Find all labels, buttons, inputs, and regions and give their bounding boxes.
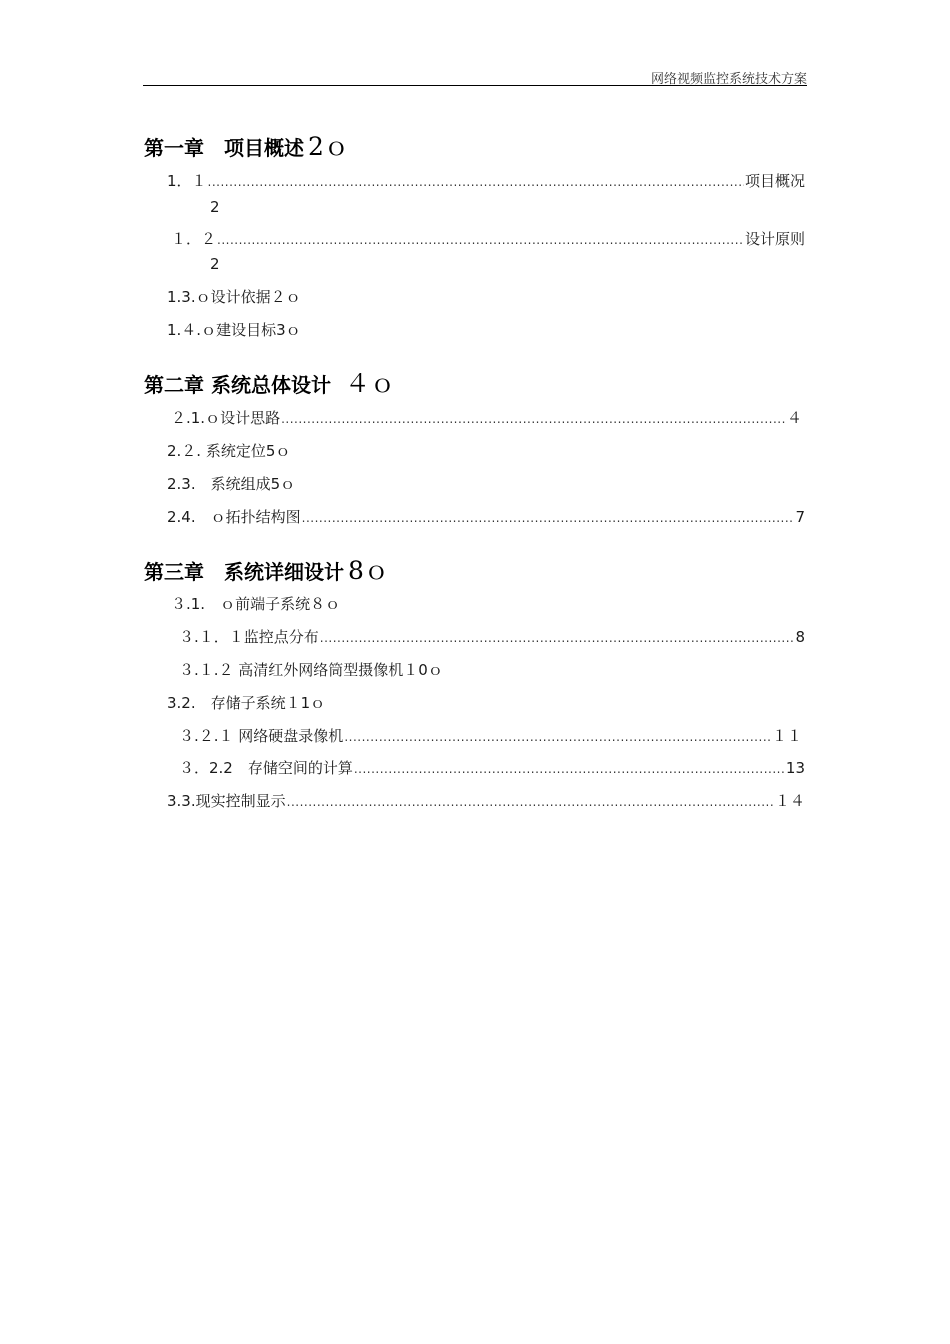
toc-entry-text: 3.3.现实控制显示 <box>167 792 286 810</box>
toc-entry-page: １１ <box>771 727 802 745</box>
toc-entry-3-1-2[interactable]: ３.１.２ 高清红外网络筒型摄像机１0ｏ <box>179 661 443 679</box>
toc-entry-3-3[interactable] <box>167 792 805 811</box>
toc-entry-2-1[interactable] <box>171 409 802 428</box>
toc-entry-3-1[interactable]: ３.1. ｏ前端子系统８ｏ <box>171 595 341 613</box>
chapter-heading-2[interactable] <box>144 364 395 400</box>
toc-entry-text: 2.4. ｏ拓扑结构图 <box>167 508 301 526</box>
dot-leader <box>302 509 795 527</box>
chapter-page-number: 2ｏ <box>308 132 349 161</box>
running-header: 网络视频监控系统技术方案 <box>650 72 807 87</box>
toc-entry-2-4[interactable] <box>167 508 805 527</box>
toc-entry-1-2[interactable] <box>171 230 805 249</box>
toc-entry-text: 设计原则 <box>744 230 805 248</box>
toc-entry-number: 1．１ <box>167 172 207 190</box>
toc-entry-text: ３.２.１ 网络硬盘录像机 <box>179 727 344 745</box>
toc-entry-2-3[interactable]: 2.3. 系统组成5ｏ <box>167 475 296 493</box>
toc-entry-1-3[interactable]: 1.3.ｏ设计依据２ｏ <box>167 288 301 306</box>
chapter-heading-3[interactable] <box>144 551 389 587</box>
toc-entry-1-4[interactable]: 1.４.ｏ建设目标3ｏ <box>167 321 301 339</box>
toc-entry-page: ４ <box>786 409 802 427</box>
toc-entry-page: 8 <box>795 628 805 646</box>
toc-entry-page: １４ <box>774 792 805 810</box>
toc-entry-3-2-1[interactable] <box>179 727 802 746</box>
chapter-title: 第二章 系统总体设计 <box>144 373 331 397</box>
dot-leader <box>344 728 771 746</box>
toc-entry-text: ３．2.2 存储空间的计算 <box>179 759 353 777</box>
toc-entry-text: 项目概况 <box>744 172 805 190</box>
toc-entry-3-2-2[interactable] <box>179 759 805 778</box>
dot-leader <box>287 793 774 811</box>
toc-entry-3-1-1[interactable] <box>179 628 805 647</box>
dot-leader <box>281 410 786 428</box>
chapter-page-number: 8ｏ <box>348 556 389 585</box>
dot-leader <box>354 760 785 778</box>
toc-entry-text: ２.1.ｏ设计思路 <box>171 409 281 427</box>
toc-entry-page: 13 <box>785 759 805 777</box>
header-rule <box>143 85 807 86</box>
dot-leader <box>208 173 744 191</box>
toc-entry-number: １．２ <box>171 230 217 248</box>
toc-entry-page: 2 <box>210 198 220 216</box>
chapter-page-number: ４ｏ <box>344 369 395 398</box>
toc-entry-page: 2 <box>210 255 220 273</box>
dot-leader <box>217 231 744 249</box>
toc-entry-1-1[interactable] <box>167 172 805 191</box>
dot-leader <box>320 629 795 647</box>
chapter-heading-1[interactable] <box>144 127 349 163</box>
chapter-title: 第三章 系统详细设计 <box>144 560 344 584</box>
toc-entry-3-2[interactable]: 3.2. 存储子系统１1ｏ <box>167 694 326 712</box>
toc-entry-text: ３.１．１监控点分布 <box>179 628 319 646</box>
chapter-title: 第一章 项目概述 <box>144 136 304 160</box>
toc-entry-page: 7 <box>795 508 805 526</box>
toc-entry-2-2[interactable]: 2.２. 系统定位5ｏ <box>167 442 291 460</box>
